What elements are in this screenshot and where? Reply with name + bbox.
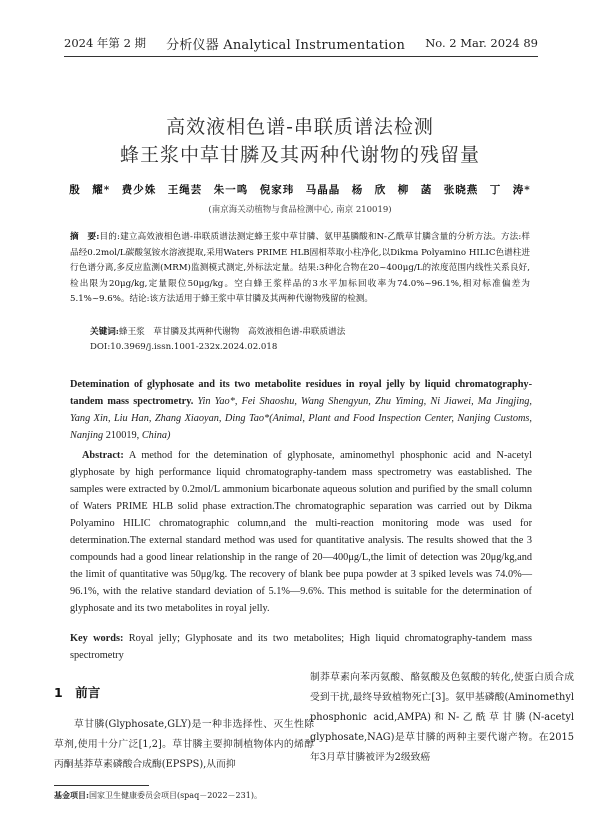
keywords-en-text: Royal jelly; Glyphosate and its two metabolites; High liquid chromatography-tandem mass spectrometry [70, 633, 532, 661]
keywords-cn-text: 蜂王浆 草甘膦及其两种代谢物 高效液相色谱-串联质谱法 [118, 327, 346, 337]
footnote-label: 基金项目: [54, 790, 89, 800]
body-column-right [310, 668, 574, 768]
header-issue: 2024 年第 2 期 [64, 36, 147, 50]
english-affiliation-country: China) [141, 430, 171, 441]
section-1-title: 1 前言 [54, 685, 101, 700]
affiliation-cn: (南京海关动植物与食品检测中心, 南京 210019) [208, 205, 392, 215]
title-line-1: 高效液相色谱-串联质谱法检测 [166, 116, 434, 138]
keywords-en-label: Key words: [70, 633, 124, 644]
header-journal: 分析仪器 Analytical Instrumentation [166, 37, 406, 53]
footnote-text: 国家卫生健康委员会项目(spaq－2022－231)。 [88, 791, 262, 800]
body-column-left [54, 685, 314, 775]
footnote [54, 790, 262, 801]
body-right-paragraph: 制莽草素向苯丙氨酸、酪氨酸及色氨酸的转化,使蛋白质合成受到干扰,最终导致植物死亡[3]。氨甲基磷酸(Aminomethyl phosphonic acid,AMPA)和N-乙酰草甘膦(N-acetyl glyphosate,NAG)是草甘膦的两种主要代谢产物。在2015年3月草甘膦被评为2级致癌 [310, 672, 574, 763]
abstract-cn [70, 230, 530, 308]
abstract-cn-label: 摘 要: [70, 232, 100, 242]
english-authors: Yin Yao*, Fei Shaoshu, Wang Shengyun, Zhu Yiming, Ni Jiawei, Ma Jingjing, Yang Xin, Liu Han, Zhang Xiaoyan, Ding Tao* [70, 396, 532, 424]
abstract-en-text: A method for the detemination of glyphosate, aminomethyl phosphonic acid and N-acetyl glyphosate by high performance liquid chromatography-tandem mass spectrometry was eastablished. The samples were extracted by 0.2mol/L ammonium bicarbonate aqueous solution and purified by the small column of Waters PRIME HLB solid phase extraction.The chromatographic separation was carried out by Dikma Polyamino HILIC chromatographic column,and the multi-reaction monitoring mode was used for determination.The external standard method was used for quantitative analysis. The results showed that the 3 compounds had a good linear relationship in the range of 20—400μg/L,the limit of detection was 20μg/kg,and the limit of quantitative was 50μg/kg. The recovery of blank bee pupa powder at 3 spiked levels was 74.0%—96.1%, with the relative standard deviation of 5.1%—9.6%. This method is suitable for the determination of glyphosate and its two metabolites in royal jelly. [70, 450, 532, 614]
english-affiliation-post: 210019, [103, 430, 142, 441]
english-affiliation: (Animal, Plant and Food Inspection Center, Nanjing Customs, Nanjing [70, 413, 532, 441]
header-page-info: No. 2 Mar. 2024 89 [425, 36, 538, 50]
running-header [64, 32, 538, 54]
abstract-en-label: Abstract: [82, 450, 124, 461]
authors-cn: 殷 耀* 费少姝 王绳芸 朱一鸣 倪家玮 马晶晶 杨 欣 柳 菡 张晓燕 丁 涛* [69, 184, 531, 196]
abstract-cn-text: 目的:建立高效液相色谱-串联质谱法测定蜂王浆中草甘膦、氨甲基膦酸和N-乙酰草甘膦含量的分析方法。方法:样品经0.2mol/L碳酸氢铵水溶液提取,采用Waters PRIME HLB固相萃取小柱净化,以Dikma Polyamino HILIC色谱柱进行色谱分离,多反应监测(MRM)监测模式测定,外标法定量。结果:3种化合物在20~400μg/L的浓度范围内线性关系良好,检出限为20μg/kg,定量限位50μg/kg。空白蜂王浆样品的3水平加标回收率为74.0%~96.1%,相对标准偏差为5.1%~9.6%。结论:该方法适用于蜂王浆中草甘膦及其两种代谢物残留的检测。 [70, 232, 530, 304]
title-line-2: 蜂王浆中草甘膦及其两种代谢物的残留量 [119, 144, 480, 166]
abstract-en [70, 447, 532, 617]
body-left-paragraph: 草甘膦(Glyphosate,GLY)是一种非选择性、灭生性除草剂,使用十分广泛[1,2]。草甘膦主要抑制植物体内的烯醇丙酮基莽草素磷酸合成酶(EPSPS),从而抑 [54, 719, 314, 770]
header-rule [64, 56, 538, 57]
english-title: Detemination of glyphosate and its two metabolite residues in royal jelly by liquid chromatography-tandem mass spectrometry. [70, 379, 532, 407]
doi: DOI:10.3969/j.issn.1001-232x.2024.02.018 [90, 342, 278, 352]
keywords-cn [90, 325, 530, 341]
footnote-rule [54, 785, 149, 786]
english-title-block [70, 376, 532, 444]
keywords-cn-label: 关键词: [90, 327, 119, 337]
keywords-en [70, 630, 532, 664]
